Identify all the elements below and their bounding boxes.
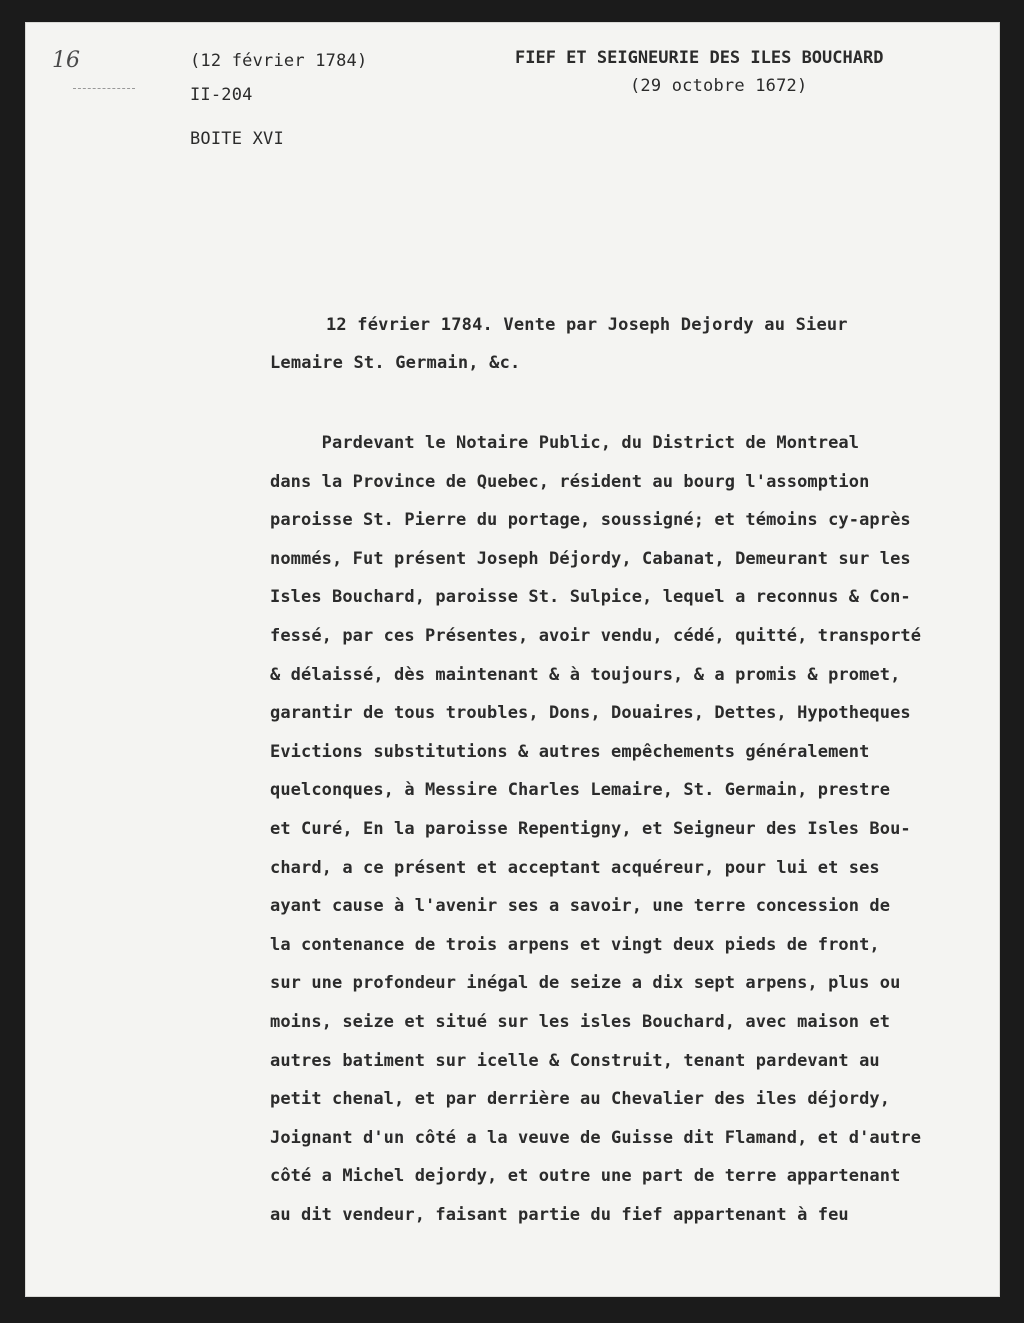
body-line: sur une profondeur inégal de seize a dix sept arpens, plus ou xyxy=(270,973,901,994)
body-line: au dit vendeur, faisant partie du fief appartenant à feu xyxy=(270,1205,849,1225)
header-left-date: (12 février 1784) xyxy=(190,51,368,71)
body-line: nommés, Fut présent Joseph Déjordy, Cabanat, Demeurant sur les xyxy=(270,548,911,569)
body-line: paroisse St. Pierre du portage, soussigné; et témoins cy-après xyxy=(270,510,911,531)
body-line: côté a Michel dejordy, et outre une part de terre appartenant xyxy=(270,1166,901,1187)
body-line: Evictions substitutions & autres empêchements généralement xyxy=(270,741,870,762)
body-line: dans la Province de Quebec, résident au bourg l'assomption xyxy=(270,471,870,492)
body-line: petit chenal, et par derrière au Chevalier des iles déjordy, xyxy=(270,1089,891,1110)
header-left-box: BOITE XVI xyxy=(190,129,284,149)
body-line: la contenance de trois arpens et vingt deux pieds de front, xyxy=(270,934,880,955)
pencil-mark xyxy=(73,88,135,89)
body-line: Isles Bouchard, paroisse St. Sulpice, lequel a reconnus & Con- xyxy=(270,587,911,608)
body-line: moins, seize et situé sur les isles Bouchard, avec maison et xyxy=(270,1012,891,1032)
header-left-ref: II-204 xyxy=(190,85,253,105)
body-line: & délaissé, dès maintenant & à toujours, & a promis & promet, xyxy=(270,664,901,685)
header-right-title: FIEF ET SEIGNEURIE DES ILES BOUCHARD xyxy=(515,48,884,68)
body-line: ayant cause à l'avenir ses a savoir, une terre concession de xyxy=(270,896,891,917)
body-line: garantir de tous troubles, Dons, Douaires, Dettes, Hypotheques xyxy=(270,703,911,724)
body-line: Pardevant le Notaire Public, du District de Montreal xyxy=(270,433,860,453)
margin-note: 16 xyxy=(52,48,80,73)
heading-line-1: 12 février 1784. Vente par Joseph Dejordy au Sieur xyxy=(326,315,848,335)
body-line: quelconques, à Messire Charles Lemaire, St. Germain, prestre xyxy=(270,780,891,801)
header-right-date: (29 octobre 1672) xyxy=(630,76,808,96)
body-line: autres batiment sur icelle & Construit, tenant pardevant au xyxy=(270,1050,880,1071)
body-line: et Curé, En la paroisse Repentigny, et Seigneur des Isles Bou- xyxy=(270,819,911,839)
body-line: Joignant d'un côté a la veuve de Guisse dit Flamand, et d'autre xyxy=(270,1127,922,1148)
heading-line-2: Lemaire St. Germain, &c. xyxy=(270,353,521,373)
body-line: chard, a ce présent et acceptant acquéreur, pour lui et ses xyxy=(270,857,880,878)
body-line: fessé, par ces Présentes, avoir vendu, cédé, quitté, transporté xyxy=(270,626,922,646)
